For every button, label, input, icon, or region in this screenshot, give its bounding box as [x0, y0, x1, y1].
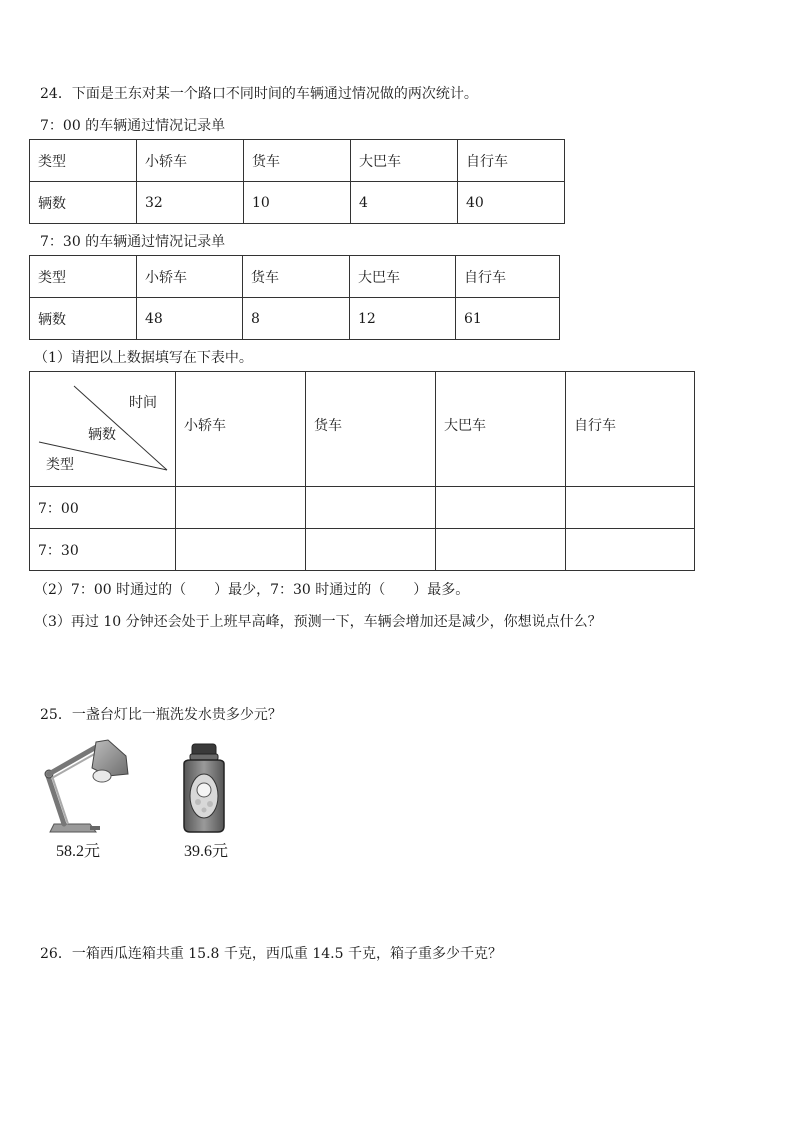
table2-caption: 7：30 的车辆通过情况记录单	[40, 234, 226, 250]
q24-sub2: （2）7：00 时通过的（ ）最少，7：30 时通过的（ ）最多。	[34, 582, 470, 598]
shampoo-bottle-icon	[176, 742, 232, 834]
table1-cell: 10	[244, 182, 351, 224]
answer-cell[interactable]	[176, 529, 306, 571]
table1-header-cell: 类型	[30, 140, 137, 182]
lamp-price: 58.2元	[56, 843, 101, 860]
combined-column-header: 大巴车	[436, 372, 566, 487]
table1-cell: 辆数	[30, 182, 137, 224]
desk-lamp-icon	[38, 738, 134, 836]
table2-header-cell: 自行车	[456, 256, 560, 298]
table2-cell: 48	[137, 298, 243, 340]
answer-cell[interactable]	[306, 529, 436, 571]
table1-caption: 7：00 的车辆通过情况记录单	[40, 118, 226, 134]
table2-header-cell: 小轿车	[137, 256, 243, 298]
corner-type-label: 类型	[46, 457, 74, 473]
answer-cell[interactable]	[566, 487, 695, 529]
table2-cell: 辆数	[30, 298, 137, 340]
answer-cell[interactable]	[176, 487, 306, 529]
q24-title: 24．下面是王东对某一个路口不同时间的车辆通过情况做的两次统计。	[40, 86, 478, 102]
table1-header-cell: 自行车	[458, 140, 565, 182]
answer-cell[interactable]	[566, 529, 695, 571]
table2-header-cell: 大巴车	[350, 256, 456, 298]
table2-cell: 61	[456, 298, 560, 340]
table2	[29, 255, 560, 340]
q24-sub3: （3）再过 10 分钟还会处于上班早高峰，预测一下，车辆会增加还是减少，你想说点什么？	[34, 614, 602, 630]
answer-cell[interactable]	[436, 529, 566, 571]
table1-cell: 4	[351, 182, 458, 224]
table1-header-cell: 大巴车	[351, 140, 458, 182]
corner-time-label: 时间	[129, 395, 157, 411]
combined-column-header: 小轿车	[176, 372, 306, 487]
q26-title: 26．一箱西瓜连箱共重 15.8 千克，西瓜重 14.5 千克，箱子重多少千克？	[40, 946, 502, 962]
table2-cell: 8	[243, 298, 350, 340]
table1-cell: 40	[458, 182, 565, 224]
corner-cell	[30, 372, 176, 487]
shampoo-price: 39.6元	[184, 843, 229, 860]
combined-row-label: 7：00	[30, 487, 176, 529]
answer-cell[interactable]	[306, 487, 436, 529]
answer-cell[interactable]	[436, 487, 566, 529]
q24-sub1: （1）请把以上数据填写在下表中。	[34, 350, 253, 366]
combined-row-label: 7：30	[30, 529, 176, 571]
table1-header-cell: 货车	[244, 140, 351, 182]
table2-cell: 12	[350, 298, 456, 340]
table1	[29, 139, 565, 224]
table2-header-cell: 货车	[243, 256, 350, 298]
combined-table	[29, 371, 695, 571]
combined-column-header: 货车	[306, 372, 436, 487]
table1-header-cell: 小轿车	[137, 140, 244, 182]
corner-count-label: 辆数	[88, 427, 116, 443]
table1-cell: 32	[137, 182, 244, 224]
combined-column-header: 自行车	[566, 372, 695, 487]
table2-header-cell: 类型	[30, 256, 137, 298]
q25-title: 25．一盏台灯比一瓶洗发水贵多少元？	[40, 707, 282, 723]
